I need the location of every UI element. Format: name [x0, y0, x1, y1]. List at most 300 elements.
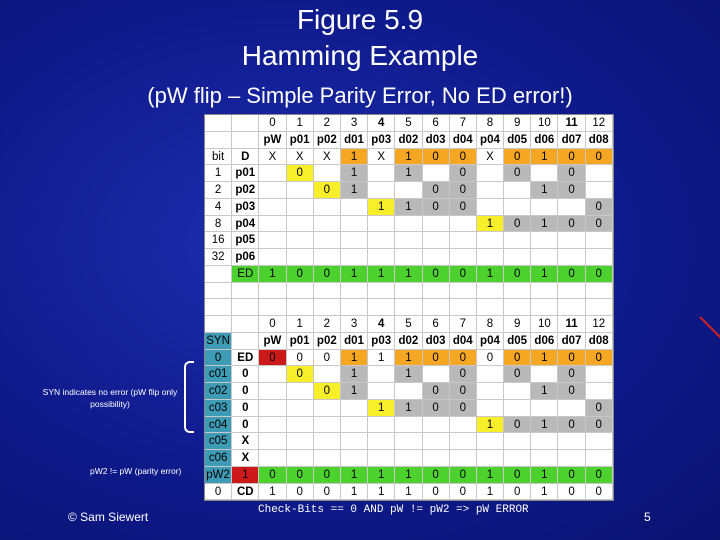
spacer-cell	[232, 283, 259, 300]
table-cell: 1	[477, 467, 504, 484]
table-cell: bit	[205, 149, 232, 166]
table-cell	[504, 383, 531, 400]
table-cell: 0	[314, 266, 341, 283]
table-cell: 6	[423, 316, 450, 333]
table-cell	[341, 433, 368, 450]
table-cell: 1	[395, 366, 422, 383]
table-cell: 4	[205, 199, 232, 216]
table-cell: 0	[232, 366, 259, 383]
table-cell	[477, 400, 504, 417]
table-cell	[314, 165, 341, 182]
table-cell	[504, 249, 531, 266]
spacer-cell	[368, 299, 395, 316]
table-cell: 0	[504, 417, 531, 434]
table-cell	[395, 182, 422, 199]
table-cell: 0	[205, 484, 232, 501]
table-cell: 0	[504, 350, 531, 367]
table-cell	[314, 433, 341, 450]
table-cell: 0	[314, 383, 341, 400]
spacer-cell	[586, 283, 613, 300]
table-cell: 0	[423, 350, 450, 367]
table-cell	[287, 249, 314, 266]
table-cell	[423, 165, 450, 182]
table-cell: 0	[259, 316, 286, 333]
table-cell: 6	[423, 115, 450, 132]
table-cell	[368, 366, 395, 383]
table-cell: 1	[341, 484, 368, 501]
table-cell	[558, 199, 585, 216]
table-cell: 0	[558, 216, 585, 233]
table-cell	[531, 232, 558, 249]
table-cell: 1	[395, 165, 422, 182]
spacer-cell	[232, 299, 259, 316]
table-cell: pW	[259, 333, 286, 350]
table-cell	[395, 383, 422, 400]
table-cell: 0	[504, 484, 531, 501]
spacer-cell	[531, 283, 558, 300]
table-cell: p02	[232, 182, 259, 199]
table-cell	[531, 400, 558, 417]
table-cell: 0	[586, 350, 613, 367]
table-cell: d03	[423, 333, 450, 350]
slide-number: 5	[644, 510, 651, 524]
spacer-cell	[395, 283, 422, 300]
table-cell: 0	[450, 484, 477, 501]
table-cell	[504, 400, 531, 417]
table-cell: 0	[504, 467, 531, 484]
table-cell: 1	[205, 165, 232, 182]
table-cell	[205, 115, 232, 132]
table-cell: c06	[205, 450, 232, 467]
table-cell: 2	[205, 182, 232, 199]
table-cell: SYN	[205, 333, 232, 350]
spacer-cell	[586, 299, 613, 316]
table-cell: 0	[450, 383, 477, 400]
table-cell: ED	[232, 266, 259, 283]
table-cell: 0	[314, 182, 341, 199]
table-cell: 1	[368, 484, 395, 501]
table-cell: 0	[558, 366, 585, 383]
table-cell	[504, 450, 531, 467]
spacer-cell	[450, 283, 477, 300]
table-cell: 1	[287, 115, 314, 132]
table-cell: d02	[395, 333, 422, 350]
slide-subtitle: Hamming Example	[241, 40, 479, 71]
table-cell: X	[368, 149, 395, 166]
table-cell	[531, 165, 558, 182]
spacer-cell	[558, 299, 585, 316]
table-cell: 0	[232, 400, 259, 417]
table-cell	[477, 199, 504, 216]
table-cell	[259, 417, 286, 434]
table-cell: 1	[259, 484, 286, 501]
slide-caption: (pW flip – Simple Parity Error, No ED error!)	[147, 83, 573, 108]
table-cell: 0	[450, 182, 477, 199]
table-cell	[531, 450, 558, 467]
table-cell: 2	[314, 115, 341, 132]
table-cell: 0	[450, 467, 477, 484]
table-cell: 0	[558, 383, 585, 400]
footer-equation: Check-Bits == 0 AND pW != pW2 => pW ERROR	[258, 504, 529, 516]
table-cell: 1	[287, 316, 314, 333]
table-cell	[259, 249, 286, 266]
table-cell	[368, 383, 395, 400]
table-cell: 1	[395, 400, 422, 417]
table-cell	[259, 450, 286, 467]
table-cell: 0	[558, 165, 585, 182]
table-cell	[477, 450, 504, 467]
table-cell: 1	[477, 484, 504, 501]
table-cell: 0	[586, 216, 613, 233]
table-cell	[232, 333, 259, 350]
table-cell: 0	[423, 400, 450, 417]
table-cell	[368, 165, 395, 182]
table-cell	[259, 216, 286, 233]
table-cell: 1	[531, 350, 558, 367]
table-cell	[314, 400, 341, 417]
table-cell: 0	[423, 467, 450, 484]
table-cell	[586, 182, 613, 199]
table-cell	[368, 417, 395, 434]
table-cell	[423, 433, 450, 450]
table-cell: 10	[531, 115, 558, 132]
slide-title: Figure 5.9	[296, 4, 424, 35]
table-cell: d01	[341, 132, 368, 149]
table-cell: 1	[232, 467, 259, 484]
table-cell: 0	[314, 467, 341, 484]
table-cell: 0	[558, 467, 585, 484]
spacer-cell	[368, 283, 395, 300]
table-cell: 0	[287, 350, 314, 367]
table-cell: 0	[558, 417, 585, 434]
spacer-cell	[205, 299, 232, 316]
table-cell: 0	[423, 199, 450, 216]
table-cell: c03	[205, 400, 232, 417]
spacer-cell	[531, 299, 558, 316]
table-cell	[314, 216, 341, 233]
table-cell: 9	[504, 115, 531, 132]
table-cell	[259, 400, 286, 417]
table-cell: 8	[477, 316, 504, 333]
table-cell	[368, 249, 395, 266]
table-cell	[259, 182, 286, 199]
table-cell	[586, 165, 613, 182]
table-cell: 1	[395, 484, 422, 501]
table-cell	[341, 216, 368, 233]
table-cell: 4	[368, 316, 395, 333]
table-cell: 0	[450, 400, 477, 417]
table-cell: 0	[586, 266, 613, 283]
table-cell: p04	[232, 216, 259, 233]
table-cell: 0	[504, 266, 531, 283]
table-cell: 0	[259, 350, 286, 367]
table-cell	[477, 249, 504, 266]
table-cell: 1	[477, 216, 504, 233]
table-cell	[504, 182, 531, 199]
table-cell	[395, 249, 422, 266]
spacer-cell	[259, 299, 286, 316]
table-cell	[558, 450, 585, 467]
table-cell: 1	[531, 383, 558, 400]
table-cell: 0	[423, 484, 450, 501]
spacer-cell	[205, 283, 232, 300]
table-cell: 0	[558, 149, 585, 166]
table-cell	[314, 366, 341, 383]
table-cell: X	[232, 433, 259, 450]
table-cell	[395, 433, 422, 450]
table-cell	[423, 249, 450, 266]
table-cell	[450, 450, 477, 467]
table-cell	[531, 366, 558, 383]
table-cell: d05	[504, 333, 531, 350]
table-cell	[314, 417, 341, 434]
table-cell: p06	[232, 249, 259, 266]
table-cell	[341, 199, 368, 216]
table-cell: 0	[287, 266, 314, 283]
table-cell	[314, 249, 341, 266]
table-cell	[477, 366, 504, 383]
table-cell: d04	[450, 132, 477, 149]
table-cell	[287, 216, 314, 233]
table-cell	[341, 417, 368, 434]
table-cell	[259, 433, 286, 450]
table-cell: 0	[450, 350, 477, 367]
table-cell: 1	[341, 149, 368, 166]
pw2-note: pW2 != pW (parity error)	[90, 466, 182, 476]
table-cell	[586, 450, 613, 467]
table-cell	[450, 232, 477, 249]
table-cell: p03	[368, 132, 395, 149]
spacer-cell	[423, 283, 450, 300]
table-cell	[477, 232, 504, 249]
table-cell	[423, 216, 450, 233]
table-cell: 2	[314, 316, 341, 333]
spacer-cell	[287, 299, 314, 316]
table-cell: 32	[205, 249, 232, 266]
table-cell: d07	[558, 132, 585, 149]
table-cell	[450, 216, 477, 233]
table-cell	[287, 232, 314, 249]
table-cell: 0	[423, 383, 450, 400]
table-cell: D	[232, 149, 259, 166]
table-cell	[586, 383, 613, 400]
table-cell	[287, 433, 314, 450]
table-cell: 11	[558, 115, 585, 132]
spacer-cell	[259, 283, 286, 300]
table-cell	[259, 199, 286, 216]
table-cell	[368, 450, 395, 467]
table-cell: 12	[586, 115, 613, 132]
table-cell: d05	[504, 132, 531, 149]
table-cell: 9	[504, 316, 531, 333]
table-cell	[259, 232, 286, 249]
table-cell: X	[314, 149, 341, 166]
table-cell: p02	[314, 333, 341, 350]
spacer-cell	[450, 299, 477, 316]
table-cell	[558, 232, 585, 249]
table-cell: 11	[558, 316, 585, 333]
table-cell	[368, 232, 395, 249]
table-cell: 1	[368, 400, 395, 417]
table-cell: d06	[531, 132, 558, 149]
table-cell: 1	[395, 350, 422, 367]
table-cell: 0	[259, 115, 286, 132]
spacer-cell	[341, 283, 368, 300]
table-cell: 0	[450, 199, 477, 216]
table-cell: 0	[423, 182, 450, 199]
spacer-cell	[287, 283, 314, 300]
table-cell	[504, 232, 531, 249]
table-cell	[504, 199, 531, 216]
table-cell: 1	[531, 484, 558, 501]
table-cell	[395, 216, 422, 233]
footer-author: © Sam Siewert	[68, 510, 149, 524]
table-cell: 5	[395, 115, 422, 132]
table-cell: 8	[477, 115, 504, 132]
table-cell: ED	[232, 350, 259, 367]
table-cell	[531, 249, 558, 266]
table-cell	[205, 316, 232, 333]
table-cell: 0	[450, 149, 477, 166]
table-cell: CD	[232, 484, 259, 501]
table-cell: 1	[477, 417, 504, 434]
table-cell: 0	[586, 149, 613, 166]
table-cell: d08	[586, 333, 613, 350]
table-cell: 1	[368, 266, 395, 283]
table-cell: 0	[287, 484, 314, 501]
table-cell	[368, 433, 395, 450]
decorative-line	[699, 316, 720, 339]
table-cell: 1	[368, 199, 395, 216]
table-cell	[341, 400, 368, 417]
table-cell: 7	[450, 316, 477, 333]
table-cell	[205, 266, 232, 283]
spacer-cell	[477, 283, 504, 300]
spacer-cell	[395, 299, 422, 316]
table-cell: 0	[287, 165, 314, 182]
table-cell: 1	[341, 366, 368, 383]
table-cell: 1	[341, 182, 368, 199]
table-cell: 0	[450, 366, 477, 383]
table-cell: 0	[232, 383, 259, 400]
table-cell: pW	[259, 132, 286, 149]
table-cell: 4	[368, 115, 395, 132]
table-cell: 1	[341, 350, 368, 367]
table-cell	[586, 366, 613, 383]
left-brace	[184, 361, 194, 433]
table-cell: c02	[205, 383, 232, 400]
table-cell	[314, 450, 341, 467]
table-cell: 0	[586, 400, 613, 417]
table-cell: 0	[558, 484, 585, 501]
table-cell: 1	[395, 467, 422, 484]
table-cell: c05	[205, 433, 232, 450]
table-cell: p01	[287, 132, 314, 149]
table-cell: 1	[368, 467, 395, 484]
table-cell: 0	[558, 350, 585, 367]
table-cell: d03	[423, 132, 450, 149]
table-cell: d02	[395, 132, 422, 149]
table-cell: 1	[395, 149, 422, 166]
table-cell: p01	[287, 333, 314, 350]
table-cell	[287, 417, 314, 434]
table-cell: 0	[232, 417, 259, 434]
table-cell	[314, 199, 341, 216]
table-cell: d06	[531, 333, 558, 350]
table-cell	[395, 417, 422, 434]
table-cell: X	[259, 149, 286, 166]
table-cell: d07	[558, 333, 585, 350]
table-cell: X	[232, 450, 259, 467]
table-cell	[287, 383, 314, 400]
table-cell: 1	[341, 165, 368, 182]
table-cell	[395, 232, 422, 249]
table-cell: 1	[259, 266, 286, 283]
table-cell	[531, 199, 558, 216]
table-cell: X	[477, 149, 504, 166]
table-cell: d01	[341, 333, 368, 350]
table-cell: 1	[531, 149, 558, 166]
table-cell: 0	[477, 350, 504, 367]
table-cell: 0	[586, 484, 613, 501]
table-cell	[395, 450, 422, 467]
syn-note: SYN indicates no error (pW flip only possibility)	[42, 387, 178, 409]
table-cell: p03	[368, 333, 395, 350]
table-cell: 16	[205, 232, 232, 249]
table-cell	[314, 232, 341, 249]
table-cell	[450, 417, 477, 434]
table-cell	[232, 132, 259, 149]
table-cell	[477, 383, 504, 400]
table-cell	[531, 433, 558, 450]
table-cell: 0	[314, 484, 341, 501]
table-cell	[341, 450, 368, 467]
table-cell: 12	[586, 316, 613, 333]
table-cell	[232, 115, 259, 132]
table-cell: 1	[341, 383, 368, 400]
table-cell: 3	[341, 316, 368, 333]
table-cell: 1	[395, 266, 422, 283]
table-cell: 0	[450, 165, 477, 182]
table-cell: pW2	[205, 467, 232, 484]
table-cell	[368, 216, 395, 233]
table-cell	[450, 249, 477, 266]
table-cell: 0	[558, 266, 585, 283]
table-cell	[477, 182, 504, 199]
table-cell: p04	[477, 132, 504, 149]
table-cell: 0	[504, 149, 531, 166]
spacer-cell	[558, 283, 585, 300]
spacer-cell	[504, 283, 531, 300]
table-cell: 0	[205, 350, 232, 367]
table-cell	[287, 450, 314, 467]
table-cell: 5	[395, 316, 422, 333]
table-cell: 0	[423, 149, 450, 166]
table-cell: 3	[341, 115, 368, 132]
hamming-table	[204, 114, 614, 501]
table-cell	[423, 232, 450, 249]
table-cell: 0	[586, 417, 613, 434]
table-cell: 0	[287, 467, 314, 484]
table-cell	[205, 132, 232, 149]
spacer-cell	[504, 299, 531, 316]
table-cell: 0	[423, 266, 450, 283]
table-cell	[558, 400, 585, 417]
table-cell: 1	[477, 266, 504, 283]
table-cell: 1	[531, 467, 558, 484]
table-cell	[368, 182, 395, 199]
table-cell	[341, 232, 368, 249]
